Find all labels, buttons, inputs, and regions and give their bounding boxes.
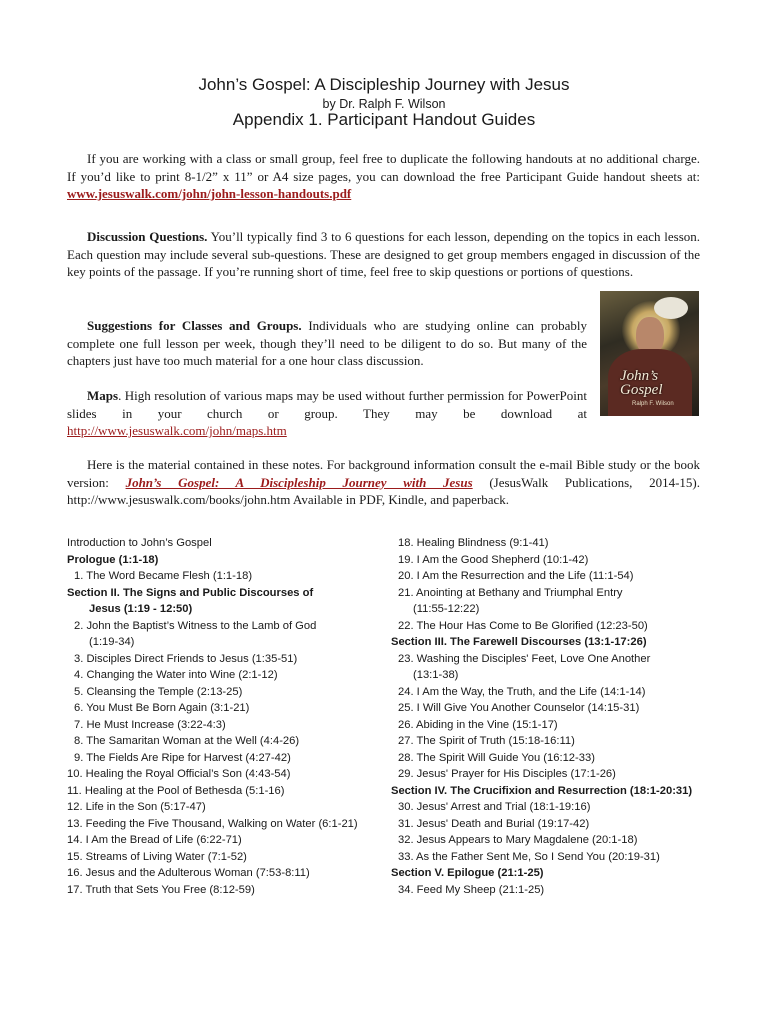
toc-entry: 9. The Fields Are Ripe for Harvest (4:27-42) [74,751,291,764]
toc-entry: 1. The Word Became Flesh (1:1-18) [74,570,253,582]
toc-entry: 7. He Must Increase (3:22-4:3) [74,718,226,731]
toc-entry: 28. The Spirit Will Guide You (16:12-33) [398,751,595,764]
material-text-2: (JesusWalk Publications, 2014-15). http://www.jesuswalk.com/books/john.htm Available in PDF, Kindle, and paperback. [67,474,700,508]
suggestions-text: Individuals who are studying online can probably complete one full lesson per week, though they’ll need to be diligent to do so. But many of the chapters just have too much material for a one hour class discussion. [67,318,587,369]
toc-entry: 8. The Samaritan Woman at the Well (4:4-26) [74,735,300,747]
toc-entry: 29. Jesus' Prayer for His Disciples (17:1-26) [398,768,616,780]
toc-entry: 17. Truth that Sets You Free (8:12-59) [67,883,255,896]
discussion-paragraph [67,228,700,281]
toc-entry: 12. Life in the Son (5:17-47) [67,801,206,813]
toc-entry: 2. John the Baptist’s Witness to the Lamb of God [74,619,317,632]
toc-entry: 18. Healing Blindness (9:1-41) [398,537,549,549]
toc-entry: 20. I Am the Resurrection and the Life (11:1-54) [398,570,634,582]
maps-heading: Maps [87,388,119,403]
toc-entry: Introduction to John’s Gospel [67,537,212,549]
toc-entry: 32. Jesus Appears to Mary Magdalene (20:1-18) [398,834,638,846]
suggestions-heading: Suggestions for Classes and Groups. [87,318,302,333]
document-title: John’s Gospel: A Discipleship Journey with Jesus [198,75,570,94]
toc-entry: (1:19-34) [89,636,135,648]
cover-lamb [654,297,688,319]
toc-entry: 22. The Hour Has Come to Be Glorified (12:23-50) [398,619,648,632]
toc-entry: 19. I Am the Good Shepherd (10:1-42) [398,553,589,566]
toc-section-heading: Section IV. The Crucifixion and Resurrection (18:1-20:31) [391,784,693,797]
suggestions-paragraph [67,317,587,370]
intro-paragraph [67,150,700,203]
cover-author: Ralph F. Wilson [632,401,674,407]
toc-entry: 4. Changing the Water into Wine (2:1-12) [74,669,278,681]
toc-section-heading: Section III. The Farewell Discourses (13:1-17:26) [391,636,647,648]
toc-entry: (13:1-38) [413,669,459,681]
toc-entry: 10. Healing the Royal Official’s Son (4:43-54) [67,768,291,780]
material-paragraph [67,456,700,509]
material-text: Here is the material contained in these notes. For background information consult the e-mail Bible study or the book version: [67,457,700,490]
toc-entry: 11. Healing at the Pool of Bethesda (5:1-16) [67,784,285,797]
appendix-heading: Appendix 1. Participant Handout Guides [232,110,536,129]
book-link[interactable]: John’s Gospel: A Discipleship Journey with Jesus [125,474,473,490]
toc-section-heading: Section V. Epilogue (21:1-25) [391,867,544,879]
intro-text: If you are working with a class or small group, feel free to duplicate the following handouts at no additional charge. If you’d like to print 8-1/2” x 11” or A4 size pages, you can download the free Participant Guide handout sheets at: [67,151,700,184]
document-author: by Dr. Ralph F. Wilson [322,97,446,111]
toc-entry: 30. Jesus' Arrest and Trial (18:1-19:16) [398,801,591,813]
toc-entry: 31. Jesus' Death and Burial (19:17-42) [398,817,590,830]
toc-entry: 24. I Am the Way, the Truth, and the Life (14:1-14) [398,685,646,698]
discussion-heading: Discussion Questions. [87,229,208,244]
toc-entry: 5. Cleansing the Temple (2:13-25) [74,685,243,698]
toc-entry: 16. Jesus and the Adulterous Woman (7:53-8:11) [67,867,310,879]
toc-entry: 34. Feed My Sheep (21:1-25) [398,883,545,896]
toc-entry: 21. Anointing at Bethany and Triumphal Entry [398,586,623,599]
handouts-link[interactable]: www.jesuswalk.com/john/john-lesson-handouts.pdf [67,186,352,202]
toc-entry: 3. Disciples Direct Friends to Jesus (1:35-51) [74,652,298,665]
toc-entry: 14. I Am the Bread of Life (6:22-71) [67,834,242,846]
toc-entry: 6. You Must Be Born Again (3:1-21) [74,702,250,714]
maps-paragraph [67,387,587,440]
cover-title: John’s Gospel [620,368,663,398]
toc-entry: 13. Feeding the Five Thousand, Walking on Water (6:1-21) [67,817,358,830]
maps-text: . High resolution of various maps may be used without further permission for PowerPoint slides in your church or group. They may be download at [67,388,587,421]
toc-section-heading: Jesus (1:19 - 12:50) [89,603,193,615]
toc-entry: 23. Washing the Disciples' Feet, Love One Another [398,652,651,665]
toc-entry: 33. As the Father Sent Me, So I Send You (20:19-31) [398,850,660,863]
maps-link[interactable]: http://www.jesuswalk.com/john/maps.htm [67,423,287,439]
book-cover-image [600,291,699,416]
toc-section-heading: Section II. The Signs and Public Discourses of [67,586,314,599]
toc-entry: 25. I Will Give You Another Counselor (14:15-31) [398,702,640,714]
toc-left-column [67,535,387,898]
toc-entry: (11:55-12:22) [413,603,480,615]
discussion-text: You’ll typically find 3 to 6 questions for each lesson, depending on the topics in each lesson. Each question may include several sub-questions. These are designed to get group members engaged in discussion of the key points of the passage. If you’re running short of time, feel free to skip questions or portions of questions. [67,229,700,280]
toc-section-heading: Prologue (1:1-18) [67,553,159,566]
toc-entry: 26. Abiding in the Vine (15:1-17) [398,718,558,731]
toc-right-column [391,535,711,898]
toc-entry: 15. Streams of Living Water (7:1-52) [67,850,247,863]
toc-entry: 27. The Spirit of Truth (15:18-16:11) [398,735,575,747]
